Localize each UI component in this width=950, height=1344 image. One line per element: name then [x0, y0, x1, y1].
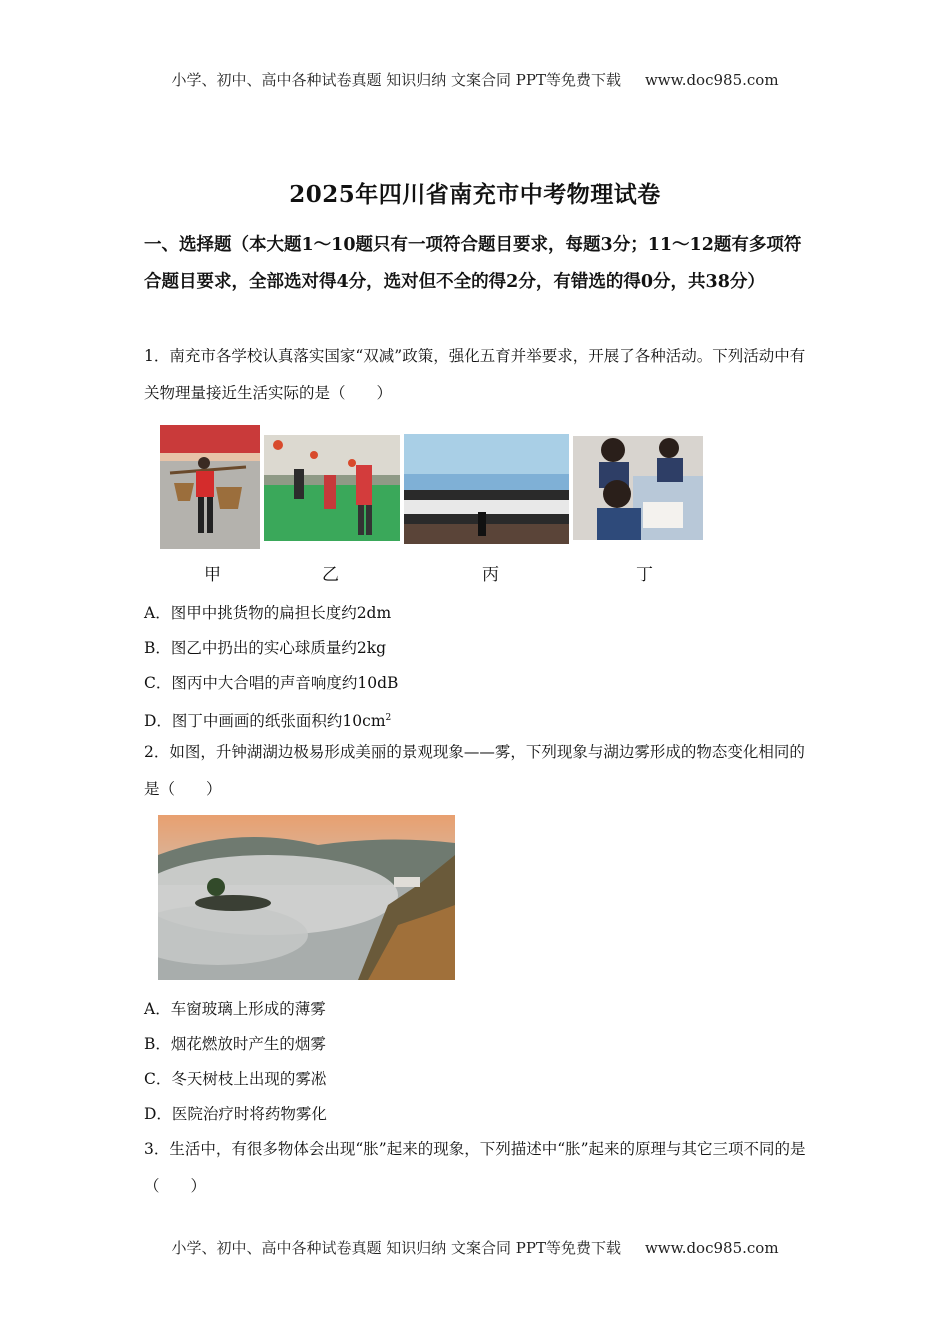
page-header [0, 69, 950, 90]
caption-jia: 甲 [204, 565, 221, 585]
q2-option-c: C．冬天树枝上出现的雾凇 [144, 1070, 327, 1088]
q1-option-a: A．图甲中挑货物的扁担长度约2dm [144, 604, 392, 622]
photo-lake-fog [158, 815, 455, 980]
question-2-stem: 2．如图，升钟湖湖边极易形成美丽的景观现象——雾，下列现象与湖边雾形成的物态变化相同的是（ ） [144, 743, 805, 798]
footer-site-link[interactable]: www.doc985.com [644, 1239, 779, 1257]
q1-option-d-sup: 2 [385, 713, 392, 723]
q1-option-d-text: D．图丁中画画的纸张面积约10cm [144, 712, 386, 731]
header-site-link[interactable]: www.doc985.com [644, 71, 779, 89]
q2-option-a: A．车窗玻璃上形成的薄雾 [144, 1000, 326, 1018]
caption-bing: 丙 [482, 565, 499, 585]
photo-bing-choir [404, 434, 569, 544]
photo-jia-carrying-baskets [160, 425, 260, 549]
section-heading: 一、选择题（本大题1～10题只有一项符合题目要求，每题3分；11～12题有多项符合题目要求，全部选对得4分，选对但不全的得2分，有错选的得0分，共38分） [144, 235, 802, 292]
caption-yi: 乙 [322, 565, 339, 585]
caption-ding: 丁 [636, 565, 653, 585]
photo-yi-throwing-ball [264, 435, 400, 541]
question-1-stem: 1．南充市各学校认真落实国家“双减”政策，强化五育并举要求，开展了各种活动。下列活动中有关物理量接近生活实际的是（ ） [144, 347, 806, 402]
q1-option-b: B．图乙中扔出的实心球质量约2kg [144, 639, 387, 657]
footer-text: 小学、初中、高中各种试卷真题 知识归纳 文案合同 PPT等免费下载 [171, 1239, 621, 1257]
q1-option-c: C．图丙中大合唱的声音响度约10dB [144, 674, 399, 692]
photo-ding-drawing [573, 436, 703, 540]
q2-option-b: B．烟花燃放时产生的烟雾 [144, 1035, 326, 1053]
q2-option-d: D．医院治疗时将药物雾化 [144, 1105, 327, 1123]
question-3-stem: 3．生活中，有很多物体会出现“胀”起来的现象，下列描述中“胀”起来的原理与其它三项不同的是（ ） [144, 1140, 806, 1195]
page-footer [0, 1237, 950, 1258]
q1-option-d [144, 707, 391, 732]
header-text: 小学、初中、高中各种试卷真题 知识归纳 文案合同 PPT等免费下载 [171, 71, 621, 89]
page-title: 2025年四川省南充市中考物理试卷 [289, 181, 661, 208]
